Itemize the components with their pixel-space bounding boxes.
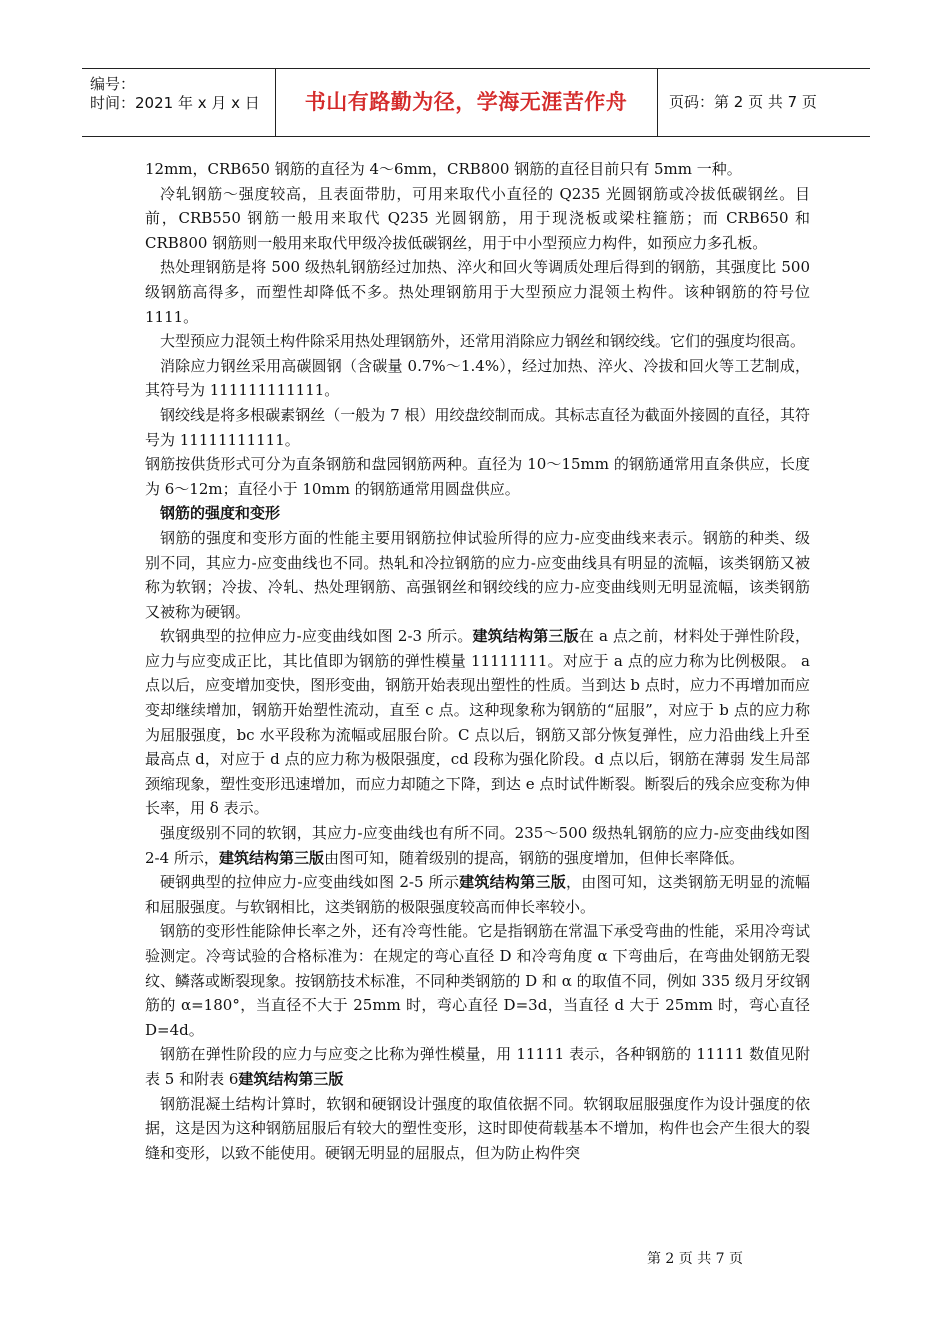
text-run: 由图可知，随着级别的提高，钢筋的强度增加，但伸长率降低。	[323, 848, 744, 867]
section-heading: 钢筋的强度和变形	[160, 504, 281, 523]
paragraph: 消除应力钢丝采用高碳圆钢（含碳量 0.7%～1.4%），经过加热、淬火、冷拔和回火等工艺制成，其符号为 111111111111。	[145, 356, 810, 400]
document-body	[145, 157, 810, 1165]
time-label: 时间：2021 年 x 月 x 日	[90, 94, 260, 112]
header-page-number: 页码：第 2 页 共 7 页	[669, 93, 817, 111]
paragraph: 热处理钢筋是将 500 级热轧钢筋经过加热、淬火和回火等调质处理后得到的钢筋，其强度比 500 级钢筋高得多，而塑性却降低不多。热处理钢筋用于大型预应力混领土构件。该种钢筋的符号位 1111。	[145, 258, 810, 326]
number-label: 编号：	[90, 75, 136, 93]
footer-page-number: 第 2 页 共 7 页	[646, 1251, 744, 1267]
text-run: 硬钢典型的拉伸应力-应变曲线如图 2-5 所示	[160, 873, 460, 892]
paragraph: 12mm，CRB650 钢筋的直径为 4～6mm，CRB800 钢筋的直径目前只有 5mm 一种。	[145, 160, 742, 178]
paragraph	[145, 624, 810, 821]
header-motto: 书山有路勤为径，学海无涯苦作舟	[275, 69, 658, 136]
text-run: 在 a 点之前，材料处于弹性阶段，应力与应变成正比，其比值即为钢筋的弹性模量 11111111。对应于 a 点的应力称为比例极限。 a 点以后，应变增加变快，图形变曲，钢筋开始表现出塑性的性质。当到达 b 点时，应力不再增加而应变却继续增加，钢筋开始塑性流动，直至 c 点。这种现象称为钢筋的“屈服”，对应于 b 点的应力称为屈服强度，bc 水平段称为流幅或屈服台阶。C 点以后，钢筋又部分恢复弹性，应力沿曲线上升至最高点 d，对应于 d 点的应力称为极限强度，cd 段称为强化阶段。d 点以后，钢筋在薄弱 发生局部颈缩现象，塑性变形迅速增加，而应力却随之下降，到达 e 点时试件断裂。断裂后的残余应变称为伸长率，用 δ 表示。	[145, 627, 810, 818]
bold-title-run: 建筑结构第三版	[218, 848, 324, 867]
paragraph: 钢筋混凝土结构计算时，软钢和硬钢设计强度的取值依据不同。软钢取屈服强度作为设计强度的依据，这是因为这种钢筋屈服后有较大的塑性变形，这时即使荷载基本不增加，构件也会产生很大的裂缝和变形，以致不能使用。硬钢无明显的屈服点，但为防止构件突	[145, 1094, 810, 1162]
paragraph	[145, 821, 810, 870]
page-footer	[0, 1248, 950, 1268]
paragraph	[145, 870, 810, 919]
text-run: 强度级别不同的软钢，其应力-应变曲线也有所不同。235～500 级热轧钢筋的应力-应变曲线如图 2-4 所示，	[145, 824, 810, 867]
header-meta	[82, 69, 276, 136]
paragraph: 钢筋的变形性能除伸长率之外，还有冷弯性能。它是指钢筋在常温下承受弯曲的性能，采用冷弯试验测定。冷弯试验的合格标准为：在规定的弯心直径 D 和冷弯角度 α 下弯曲后，在弯曲处钢筋无裂纹、鳞落或断裂现象。按钢筋技术标准，不同种类钢筋的 D 和 α 的取值不同，例如 335 级月牙纹钢筋的 α=180°，当直径不大于 25mm 时，弯心直径 D=3d，当直径 d 大于 25mm 时，弯心直径 D=4d。	[145, 922, 810, 1039]
text-run: ，由图可知，这类钢筋无明显的流幅和屈服强度。与软钢相比，这类钢筋的极限强度较高而伸长率较小。	[145, 873, 810, 916]
paragraph: 钢筋按供货形式可分为直条钢筋和盘园钢筋两种。直径为 10～15mm 的钢筋通常用直条供应，长度为 6～12m；直径小于 10mm 的钢筋通常用圆盘供应。	[145, 455, 810, 498]
paragraph: 大型预应力混领土构件除采用热处理钢筋外，还常用消除应力钢丝和钢绞线。它们的强度均很高。	[160, 332, 806, 351]
paragraph: 钢筋的强度和变形方面的性能主要用钢筋拉伸试验所得的应力-应变曲线来表示。钢筋的种类、级别不同，其应力-应变曲线也不同。热轧和冷拉钢筋的应力-应变曲线具有明显的流幅，该类钢筋又被称为软钢；冷拔、冷轧、热处理钢筋、高强钢丝和钢绞线的应力-应变曲线则无明显流幅，该类钢筋又被称为硬钢。	[145, 528, 810, 621]
text-run: 软钢典型的拉伸应力-应变曲线如图 2-3 所示。	[160, 627, 473, 646]
paragraph	[145, 1042, 810, 1091]
page-header	[82, 68, 870, 137]
paragraph: 冷轧钢筋～强度较高，且表面带肋，可用来取代小直径的 Q235 光圆钢筋或冷拔低碳钢丝。目前，CRB550 钢筋一般用来取代 Q235 光圆钢筋，用于现浇板或梁柱箍筋；而 CRB650 和 CRB800 钢筋则一般用来取代甲级冷拔低碳钢丝，用于中小型预应力构件，如预应力多孔板。	[145, 184, 810, 252]
text-run: 钢筋在弹性阶段的应力与应变之比称为弹性模量，用 11111 表示，各种钢筋的 11111 数值见附表 5 和附表 6	[145, 1045, 810, 1088]
bold-title-run: 建筑结构第三版	[472, 627, 579, 646]
paragraph: 钢绞线是将多根碳素钢丝（一般为 7 根）用绞盘绞制而成。其标志直径为截面外接圆的直径，其符号为 11111111111。	[145, 405, 810, 449]
bold-title-run: 建筑结构第三版	[459, 873, 566, 892]
bold-title-run: 建筑结构第三版	[238, 1069, 344, 1088]
